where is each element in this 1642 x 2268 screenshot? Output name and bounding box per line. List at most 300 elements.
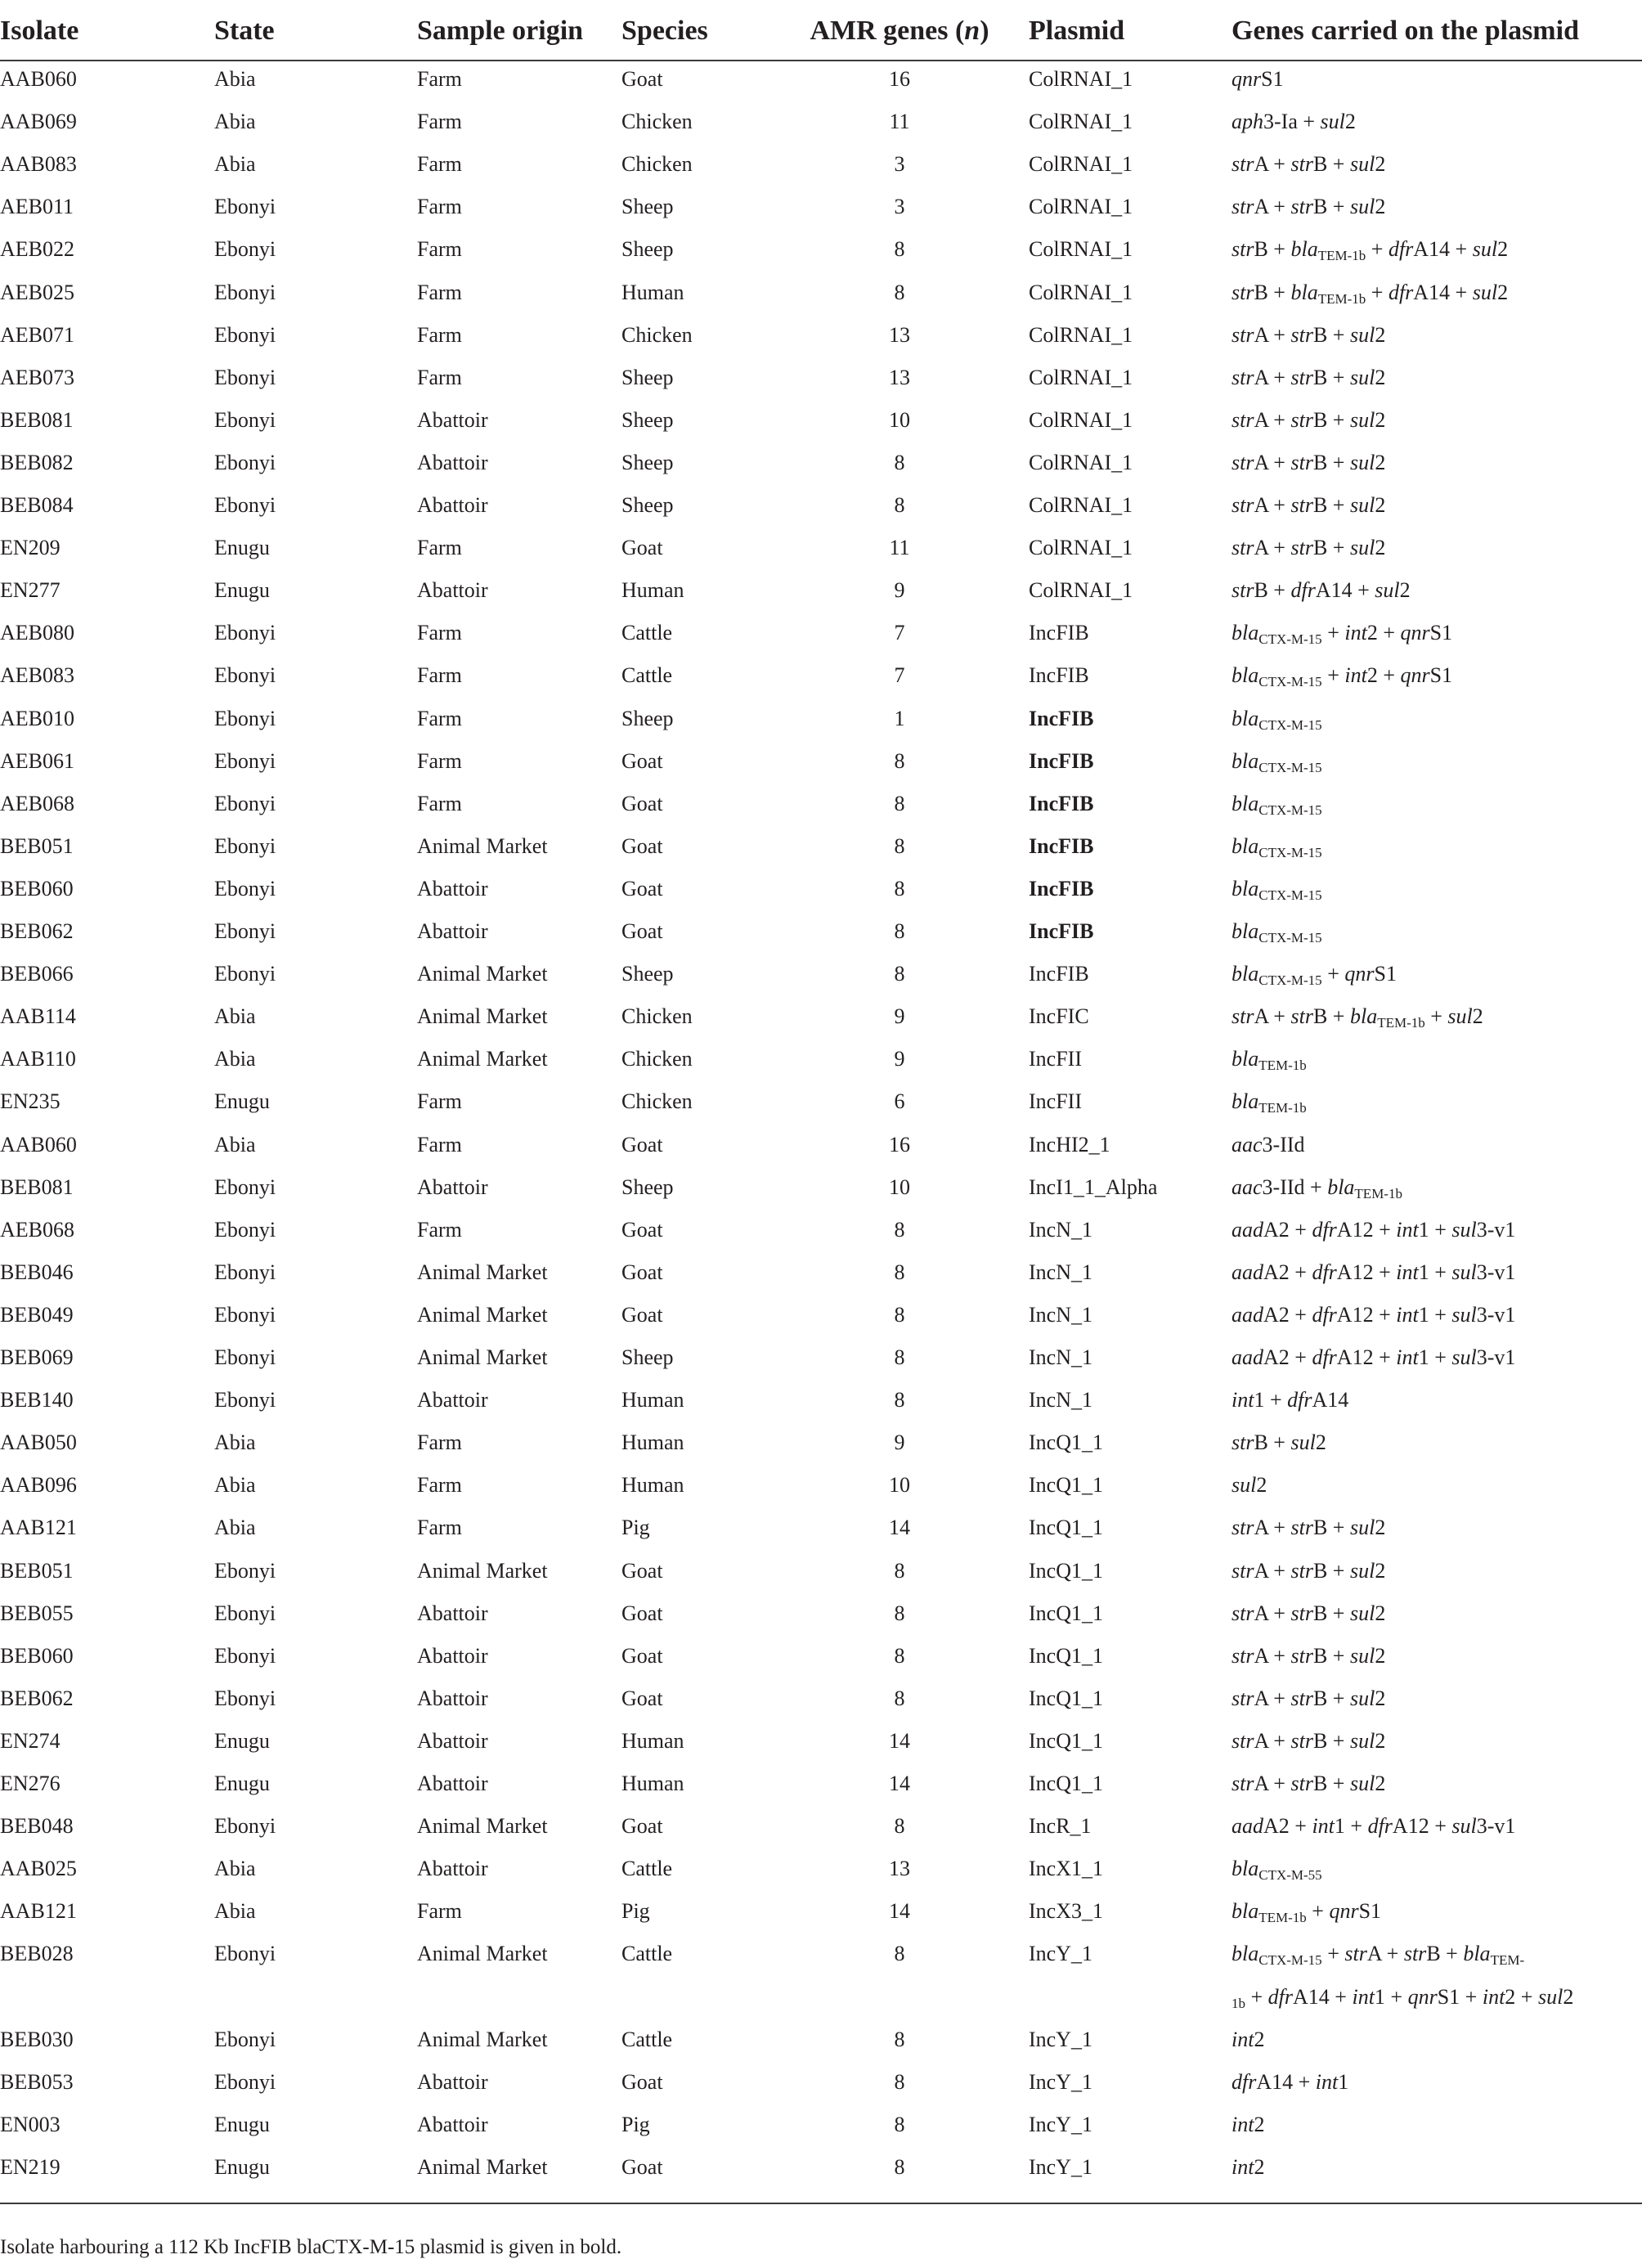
cell-isolate: AEB022 [0, 237, 74, 262]
cell-state: Ebonyi [214, 1388, 276, 1412]
cell-plasmid: IncX1_1 [1029, 1857, 1103, 1881]
cell-amr-genes: 8 [894, 237, 905, 262]
cell-amr-genes: 8 [894, 1217, 905, 1242]
cell-state: Enugu [214, 1772, 270, 1795]
cell-amr-genes: 8 [894, 450, 905, 474]
cell-species: Human [621, 1728, 684, 1753]
cell-genes: bla$_{CTX-M-15}$ + int2 + qnrS1 [1232, 621, 1453, 648]
cell-plasmid: ColRNAI_1 [1029, 152, 1133, 177]
cell-plasmid: IncY_1 [1029, 2027, 1092, 2051]
cell-state: Abia [214, 1899, 256, 1924]
cell-amr-genes: 8 [894, 1302, 905, 1327]
cell-plasmid: IncN_1 [1029, 1260, 1092, 1284]
cell-sample-origin: Farm [417, 110, 462, 134]
cell-isolate: EN277 [0, 578, 61, 603]
cell-species: Goat [621, 1814, 663, 1839]
cell-sample-origin: Farm [417, 67, 462, 91]
cell-isolate: EN209 [0, 536, 61, 560]
cell-species: Human [621, 1473, 684, 1498]
cell-genes: bla$_{CTX-M-15}$ [1232, 791, 1322, 818]
cell-plasmid: IncFIB [1029, 876, 1094, 900]
cell-species: Goat [621, 67, 663, 91]
cell-isolate: AEB010 [0, 706, 74, 730]
cell-amr-genes: 8 [894, 2069, 905, 2094]
cell-genes: strA + strB + sul2 [1232, 1643, 1386, 1668]
cell-plasmid: ColRNAI_1 [1029, 407, 1133, 432]
cell-amr-genes: 8 [894, 1558, 905, 1583]
cell-sample-origin: Abattoir [417, 2069, 488, 2094]
cell-amr-genes: 14 [889, 1728, 910, 1753]
cell-genes: strB + bla$_{TEM-1b}$ + dfrA14 + sul2 [1232, 280, 1509, 307]
cell-isolate: AAB114 [0, 1004, 76, 1029]
cell-species: Sheep [621, 237, 674, 262]
cell-isolate: BEB055 [0, 1601, 74, 1625]
cell-genes: strA + strB + sul2 [1232, 1558, 1386, 1583]
cell-species: Human [621, 1388, 684, 1412]
cell-isolate: BEB081 [0, 407, 74, 432]
cell-genes: aadA2 + int1 + dfrA12 + sul3-v1 [1232, 1814, 1516, 1839]
cell-plasmid: ColRNAI_1 [1029, 67, 1133, 91]
cell-sample-origin: Abattoir [417, 493, 488, 517]
cell-genes: aac3-IId + bla$_{TEM-1b}$ [1232, 1174, 1402, 1201]
cell-isolate: AAB121 [0, 1899, 77, 1924]
cell-species: Sheep [621, 365, 674, 389]
cell-plasmid: ColRNAI_1 [1029, 237, 1133, 262]
cell-isolate: EN219 [0, 2154, 61, 2179]
cell-sample-origin: Farm [417, 1473, 462, 1498]
cell-state: Ebonyi [214, 2069, 276, 2094]
cell-species: Goat [621, 748, 663, 773]
cell-isolate: BEB082 [0, 450, 74, 474]
cell-state: Ebonyi [214, 1942, 276, 1966]
cell-state: Enugu [214, 2154, 270, 2179]
cell-plasmid: IncI1_1_Alpha [1029, 1174, 1158, 1199]
cell-species: Goat [621, 919, 663, 943]
cell-species: Human [621, 1772, 684, 1795]
cell-plasmid: ColRNAI_1 [1029, 493, 1133, 517]
cell-state: Ebonyi [214, 237, 276, 262]
cell-amr-genes: 8 [894, 962, 905, 986]
cell-plasmid: IncFIB [1029, 748, 1094, 773]
cell-state: Ebonyi [214, 621, 276, 645]
cell-isolate: BEB084 [0, 493, 74, 517]
cell-isolate: EN276 [0, 1772, 61, 1795]
cell-plasmid: IncQ1_1 [1029, 1728, 1103, 1753]
cell-sample-origin: Animal Market [417, 1814, 548, 1839]
cell-sample-origin: Abattoir [417, 1857, 488, 1881]
cell-plasmid: IncQ1_1 [1029, 1473, 1103, 1498]
cell-state: Enugu [214, 1728, 270, 1753]
cell-genes: strA + strB + sul2 [1232, 1686, 1386, 1710]
cell-isolate: AAB096 [0, 1473, 77, 1498]
cell-sample-origin: Abattoir [417, 2112, 488, 2136]
cell-state: Ebonyi [214, 1686, 276, 1710]
cell-sample-origin: Abattoir [417, 1643, 488, 1668]
cell-species: Goat [621, 791, 663, 815]
cell-plasmid: IncN_1 [1029, 1302, 1092, 1327]
cell-plasmid: IncFIB [1029, 791, 1094, 815]
cell-species: Goat [621, 536, 663, 560]
cell-species: Sheep [621, 407, 674, 432]
cell-sample-origin: Abattoir [417, 578, 488, 603]
cell-species: Goat [621, 1686, 663, 1710]
cell-amr-genes: 11 [889, 110, 910, 134]
cell-isolate: BEB069 [0, 1345, 74, 1369]
cell-amr-genes: 14 [889, 1772, 910, 1795]
cell-species: Sheep [621, 1345, 674, 1369]
cell-isolate: BEB051 [0, 1558, 74, 1583]
cell-state: Ebonyi [214, 493, 276, 517]
cell-state: Abia [214, 152, 256, 177]
cell-genes: strA + strB + sul2 [1232, 450, 1386, 474]
cell-state: Abia [214, 1473, 256, 1498]
cell-state: Enugu [214, 578, 270, 603]
cell-species: Goat [621, 1132, 663, 1156]
cell-amr-genes: 10 [889, 1174, 910, 1199]
cell-genes: aadA2 + dfrA12 + int1 + sul3-v1 [1232, 1260, 1516, 1284]
cell-amr-genes: 8 [894, 1643, 905, 1668]
cell-isolate: BEB046 [0, 1260, 74, 1284]
cell-isolate: AEB068 [0, 791, 74, 815]
cell-sample-origin: Animal Market [417, 1047, 548, 1071]
cell-species: Chicken [621, 322, 693, 347]
cell-genes: bla$_{CTX-M-15}$ [1232, 876, 1322, 903]
cell-genes: qnrS1 [1232, 67, 1284, 91]
header-species: Species [621, 16, 708, 46]
cell-genes: bla$_{TEM-1b}$ [1232, 1047, 1307, 1074]
cell-species: Cattle [621, 1942, 673, 1966]
cell-isolate: BEB066 [0, 962, 74, 986]
cell-species: Sheep [621, 195, 674, 219]
cell-amr-genes: 13 [889, 365, 910, 389]
cell-genes: aadA2 + dfrA12 + int1 + sul3-v1 [1232, 1345, 1516, 1369]
cell-species: Goat [621, 1601, 663, 1625]
cell-state: Ebonyi [214, 962, 276, 986]
cell-genes: $_{1b}$ + dfrA14 + int1 + qnrS1 + int2 + sul2 [1232, 1984, 1574, 2011]
cell-genes: strA + strB + sul2 [1232, 493, 1386, 517]
cell-species: Sheep [621, 962, 674, 986]
cell-plasmid: IncN_1 [1029, 1345, 1092, 1369]
header-state: State [214, 16, 275, 46]
cell-plasmid: IncFIB [1029, 663, 1089, 688]
cell-species: Chicken [621, 1089, 693, 1114]
cell-sample-origin: Abattoir [417, 1174, 488, 1199]
cell-genes: strA + strB + sul2 [1232, 195, 1386, 219]
cell-species: Cattle [621, 2027, 673, 2051]
header-plasmid: Plasmid [1029, 16, 1125, 46]
cell-species: Cattle [621, 663, 673, 688]
cell-sample-origin: Farm [417, 1089, 462, 1114]
cell-genes: strB + bla$_{TEM-1b}$ + dfrA14 + sul2 [1232, 237, 1509, 264]
cell-amr-genes: 13 [889, 1857, 910, 1881]
cell-plasmid: IncR_1 [1029, 1814, 1092, 1839]
cell-species: Chicken [621, 1004, 693, 1029]
cell-amr-genes: 16 [889, 67, 910, 91]
cell-species: Goat [621, 1260, 663, 1284]
footer-rule [0, 2203, 1642, 2204]
cell-state: Ebonyi [214, 748, 276, 773]
cell-amr-genes: 9 [894, 1004, 905, 1029]
cell-species: Chicken [621, 110, 693, 134]
cell-genes: int2 [1232, 2027, 1265, 2051]
cell-isolate: BEB060 [0, 1643, 74, 1668]
cell-amr-genes: 8 [894, 1601, 905, 1625]
cell-species: Goat [621, 1302, 663, 1327]
cell-isolate: AAB121 [0, 1516, 77, 1540]
cell-genes: aac3-IId [1232, 1132, 1305, 1156]
cell-sample-origin: Animal Market [417, 1345, 548, 1369]
cell-state: Abia [214, 1430, 256, 1455]
cell-sample-origin: Animal Market [417, 833, 548, 858]
cell-genes: sul2 [1232, 1473, 1267, 1498]
cell-plasmid: IncQ1_1 [1029, 1643, 1103, 1668]
cell-amr-genes: 8 [894, 1686, 905, 1710]
table-header [0, 0, 1642, 62]
cell-species: Sheep [621, 706, 674, 730]
cell-state: Abia [214, 1857, 256, 1881]
cell-genes: strA + strB + sul2 [1232, 407, 1386, 432]
cell-plasmid: IncX3_1 [1029, 1899, 1103, 1924]
cell-sample-origin: Abattoir [417, 1686, 488, 1710]
cell-amr-genes: 8 [894, 791, 905, 815]
cell-state: Enugu [214, 1089, 270, 1114]
cell-sample-origin: Animal Market [417, 2154, 548, 2179]
cell-isolate: BEB062 [0, 919, 74, 943]
cell-amr-genes: 8 [894, 2027, 905, 2051]
cell-species: Human [621, 1430, 684, 1455]
cell-sample-origin: Farm [417, 706, 462, 730]
cell-state: Ebonyi [214, 833, 276, 858]
cell-sample-origin: Farm [417, 536, 462, 560]
cell-plasmid: IncFIB [1029, 621, 1089, 645]
cell-plasmid: IncFII [1029, 1047, 1082, 1071]
cell-sample-origin: Farm [417, 1132, 462, 1156]
cell-plasmid: IncQ1_1 [1029, 1601, 1103, 1625]
cell-isolate: AAB025 [0, 1857, 77, 1881]
cell-sample-origin: Abattoir [417, 1728, 488, 1753]
cell-genes: int2 [1232, 2112, 1265, 2136]
cell-sample-origin: Animal Market [417, 1942, 548, 1966]
cell-genes: int1 + dfrA14 [1232, 1388, 1349, 1412]
cell-plasmid: ColRNAI_1 [1029, 195, 1133, 219]
cell-state: Ebonyi [214, 1601, 276, 1625]
cell-sample-origin: Abattoir [417, 1772, 488, 1795]
cell-amr-genes: 6 [894, 1089, 905, 1114]
cell-state: Ebonyi [214, 1174, 276, 1199]
cell-amr-genes: 8 [894, 493, 905, 517]
cell-amr-genes: 9 [894, 1047, 905, 1071]
cell-sample-origin: Animal Market [417, 1302, 548, 1327]
cell-amr-genes: 7 [894, 663, 905, 688]
cell-state: Ebonyi [214, 791, 276, 815]
cell-species: Cattle [621, 1857, 673, 1881]
cell-state: Ebonyi [214, 706, 276, 730]
cell-species: Sheep [621, 493, 674, 517]
cell-amr-genes: 7 [894, 621, 905, 645]
cell-genes: bla$_{CTX-M-15}$ [1232, 833, 1322, 860]
cell-species: Chicken [621, 1047, 693, 1071]
cell-amr-genes: 8 [894, 1814, 905, 1839]
cell-sample-origin: Animal Market [417, 962, 548, 986]
cell-amr-genes: 3 [894, 152, 905, 177]
cell-sample-origin: Abattoir [417, 1601, 488, 1625]
cell-amr-genes: 11 [889, 536, 910, 560]
cell-state: Ebonyi [214, 1814, 276, 1839]
cell-sample-origin: Farm [417, 663, 462, 688]
cell-plasmid: IncFIB [1029, 919, 1094, 943]
cell-genes: int2 [1232, 2154, 1265, 2179]
cell-sample-origin: Animal Market [417, 1004, 548, 1029]
cell-amr-genes: 16 [889, 1132, 910, 1156]
cell-plasmid: IncY_1 [1029, 2112, 1092, 2136]
cell-state: Ebonyi [214, 663, 276, 688]
cell-genes: strA + strB + sul2 [1232, 1516, 1386, 1540]
cell-sample-origin: Abattoir [417, 1388, 488, 1412]
cell-genes: strA + strB + sul2 [1232, 365, 1386, 389]
cell-isolate: EN003 [0, 2112, 61, 2136]
cell-sample-origin: Animal Market [417, 1260, 548, 1284]
cell-species: Sheep [621, 450, 674, 474]
cell-plasmid: IncN_1 [1029, 1217, 1092, 1242]
cell-sample-origin: Animal Market [417, 1558, 548, 1583]
header-sample-origin: Sample origin [417, 16, 584, 46]
cell-genes: strA + strB + sul2 [1232, 1601, 1386, 1625]
cell-sample-origin: Abattoir [417, 407, 488, 432]
cell-plasmid: ColRNAI_1 [1029, 536, 1133, 560]
cell-species: Goat [621, 2154, 663, 2179]
cell-sample-origin: Farm [417, 1430, 462, 1455]
cell-isolate: AEB061 [0, 748, 74, 773]
cell-species: Chicken [621, 152, 693, 177]
cell-state: Ebonyi [214, 407, 276, 432]
cell-genes: strA + strB + sul2 [1232, 1728, 1386, 1753]
cell-state: Abia [214, 110, 256, 134]
cell-isolate: BEB051 [0, 833, 74, 858]
cell-state: Ebonyi [214, 919, 276, 943]
cell-genes: bla$_{TEM-1b}$ + qnrS1 [1232, 1899, 1382, 1926]
table-footnote: Isolate harbouring a 112 Kb IncFIB blaCTX-M-15 plasmid is given in bold. [0, 2236, 622, 2258]
cell-plasmid: ColRNAI_1 [1029, 450, 1133, 474]
cell-sample-origin: Animal Market [417, 2027, 548, 2051]
cell-state: Ebonyi [214, 1217, 276, 1242]
cell-species: Sheep [621, 1174, 674, 1199]
cell-species: Pig [621, 2112, 650, 2136]
cell-plasmid: IncFIB [1029, 833, 1094, 858]
cell-isolate: BEB048 [0, 1814, 74, 1839]
cell-genes: strB + dfrA14 + sul2 [1232, 578, 1411, 603]
cell-plasmid: ColRNAI_1 [1029, 365, 1133, 389]
cell-isolate: AAB050 [0, 1430, 77, 1455]
cell-isolate: EN274 [0, 1728, 61, 1753]
cell-sample-origin: Farm [417, 748, 462, 773]
cell-state: Ebonyi [214, 1260, 276, 1284]
cell-species: Goat [621, 2069, 663, 2094]
cell-amr-genes: 9 [894, 578, 905, 603]
cell-plasmid: IncY_1 [1029, 2069, 1092, 2094]
cell-amr-genes: 8 [894, 919, 905, 943]
cell-sample-origin: Farm [417, 1217, 462, 1242]
cell-state: Ebonyi [214, 1643, 276, 1668]
cell-isolate: AAB060 [0, 1132, 77, 1156]
cell-isolate: AEB011 [0, 195, 74, 219]
cell-species: Goat [621, 1558, 663, 1583]
cell-sample-origin: Farm [417, 1516, 462, 1540]
cell-amr-genes: 8 [894, 1388, 905, 1412]
cell-isolate: BEB062 [0, 1686, 74, 1710]
cell-isolate: AAB083 [0, 152, 77, 177]
cell-isolate: BEB081 [0, 1174, 74, 1199]
cell-isolate: AEB068 [0, 1217, 74, 1242]
cell-plasmid: IncHI2_1 [1029, 1132, 1110, 1156]
cell-isolate: BEB028 [0, 1942, 74, 1966]
cell-species: Human [621, 578, 684, 603]
cell-amr-genes: 10 [889, 407, 910, 432]
cell-state: Ebonyi [214, 365, 276, 389]
cell-isolate: AEB073 [0, 365, 74, 389]
cell-sample-origin: Farm [417, 621, 462, 645]
cell-plasmid: IncFIC [1029, 1004, 1089, 1029]
cell-state: Ebonyi [214, 280, 276, 304]
cell-species: Goat [621, 1217, 663, 1242]
cell-amr-genes: 8 [894, 2112, 905, 2136]
cell-genes: bla$_{CTX-M-15}$ + qnrS1 [1232, 962, 1397, 989]
cell-isolate: BEB140 [0, 1388, 74, 1412]
cell-genes: bla$_{CTX-M-15}$ + strA + strB + bla$_{TEM-}$ [1232, 1942, 1525, 1969]
cell-isolate: EN235 [0, 1089, 61, 1114]
cell-state: Ebonyi [214, 876, 276, 900]
cell-state: Enugu [214, 536, 270, 560]
cell-sample-origin: Farm [417, 322, 462, 347]
cell-sample-origin: Abattoir [417, 919, 488, 943]
cell-plasmid: IncQ1_1 [1029, 1772, 1103, 1795]
cell-isolate: AAB069 [0, 110, 77, 134]
cell-plasmid: IncQ1_1 [1029, 1558, 1103, 1583]
cell-sample-origin: Abattoir [417, 450, 488, 474]
cell-state: Ebonyi [214, 1302, 276, 1327]
cell-amr-genes: 8 [894, 833, 905, 858]
cell-amr-genes: 3 [894, 195, 905, 219]
cell-state: Abia [214, 1047, 256, 1071]
cell-isolate: BEB030 [0, 2027, 74, 2051]
cell-state: Abia [214, 1516, 256, 1540]
cell-plasmid: IncFII [1029, 1089, 1082, 1114]
header-isolate: Isolate [0, 16, 79, 46]
cell-state: Ebonyi [214, 2027, 276, 2051]
cell-species: Goat [621, 833, 663, 858]
cell-plasmid: ColRNAI_1 [1029, 280, 1133, 304]
cell-sample-origin: Abattoir [417, 876, 488, 900]
cell-amr-genes: 1 [894, 706, 905, 730]
cell-genes: bla$_{TEM-1b}$ [1232, 1089, 1307, 1116]
cell-amr-genes: 8 [894, 2154, 905, 2179]
cell-amr-genes: 8 [894, 1260, 905, 1284]
cell-sample-origin: Farm [417, 195, 462, 219]
cell-isolate: BEB060 [0, 876, 74, 900]
cell-genes: strB + sul2 [1232, 1430, 1326, 1455]
cell-plasmid: IncY_1 [1029, 1942, 1092, 1966]
cell-species: Goat [621, 876, 663, 900]
cell-amr-genes: 8 [894, 280, 905, 304]
cell-state: Ebonyi [214, 322, 276, 347]
cell-state: Enugu [214, 2112, 270, 2136]
cell-amr-genes: 8 [894, 1942, 905, 1966]
cell-plasmid: IncY_1 [1029, 2154, 1092, 2179]
cell-sample-origin: Farm [417, 791, 462, 815]
cell-genes: bla$_{CTX-M-15}$ [1232, 919, 1322, 945]
cell-genes: aadA2 + dfrA12 + int1 + sul3-v1 [1232, 1217, 1516, 1242]
cell-genes: aph3-Ia + sul2 [1232, 110, 1356, 134]
cell-plasmid: IncQ1_1 [1029, 1430, 1103, 1455]
